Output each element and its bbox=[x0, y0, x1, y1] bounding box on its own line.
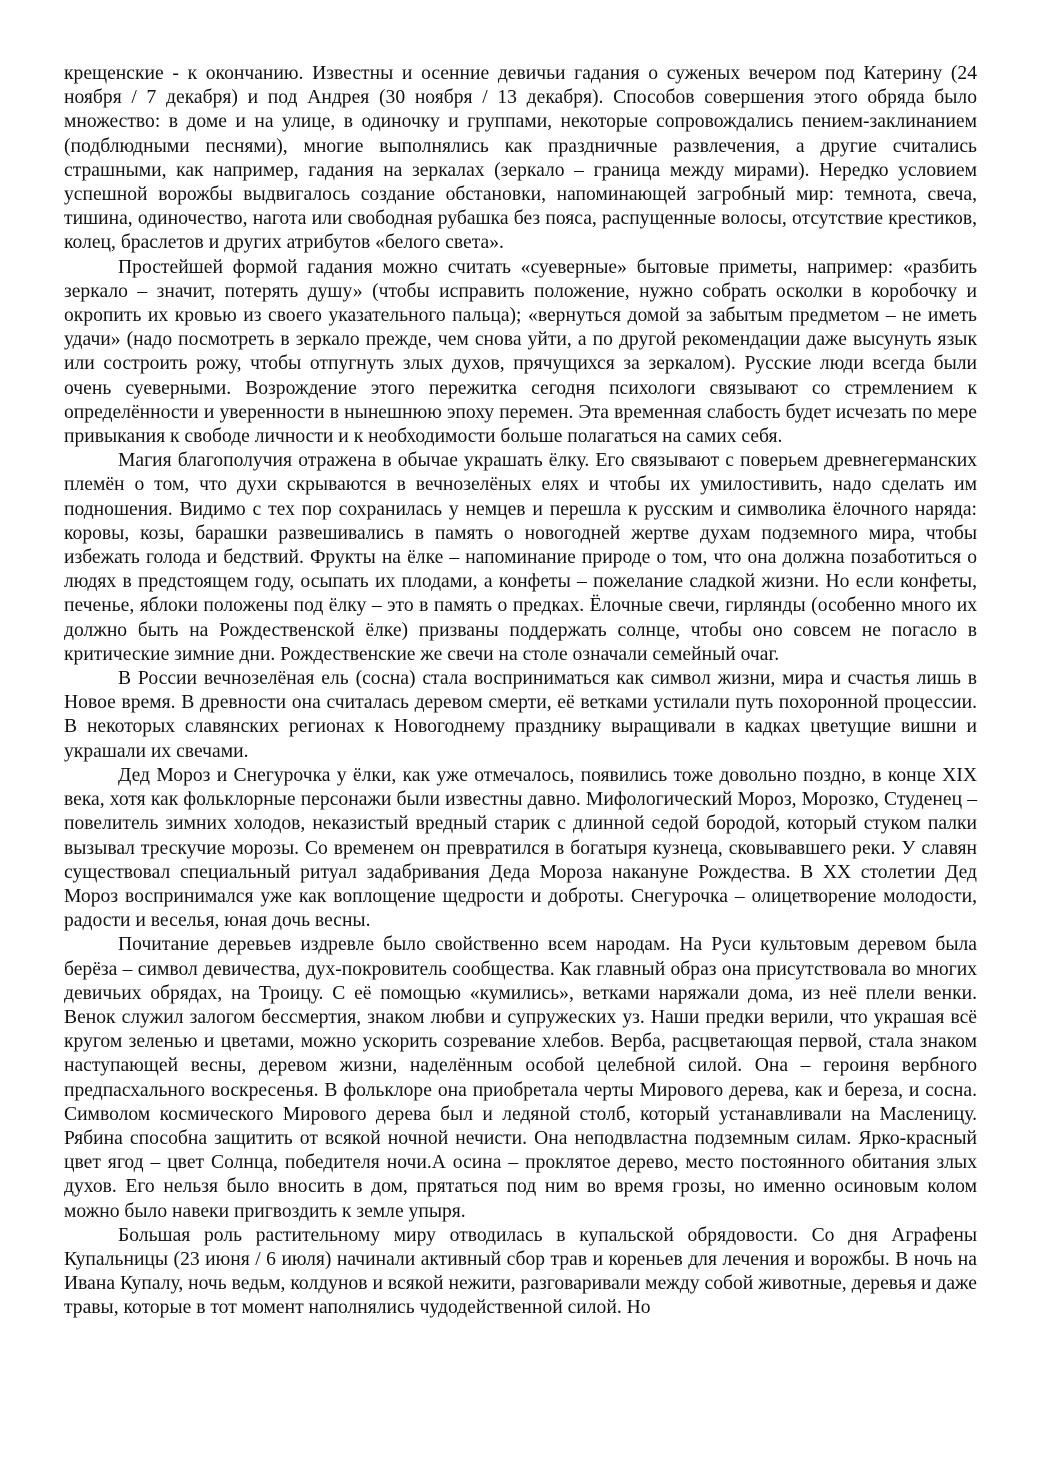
paragraph-1: крещенские - к окончанию. Известны и осенние девичьи гадания о суженых вечером под Катерину (24 ноября / 7 декабря) и под Андрея (30 ноября / 13 декабря). Способов совершения этого обряда было множество: в доме и на улице, в одиночку и группами, некоторые сопровождались пением-заклинанием (подблюдными песнями), многие выполнялись как праздничные развлечения, а другие считались страшными, как например, гадания на зеркалах (зеркало – граница между мирами). Нередко условием успешной ворожбы выдвигалось создание обстановки, напоминающей загробный мир: темнота, свеча, тишина, одиночество, нагота или свободная рубашка без пояса, распущенные волосы, отсутствие крестиков, колец, браслетов и других атрибутов «белого света». bbox=[64, 63, 977, 254]
paragraph-4: В России вечнозелёная ель (сосна) стала восприниматься как символ жизни, мира и счастья лишь в Новое время. В древности она считалась деревом смерти, её ветками устилали путь похоронной процессии. В некоторых славянских регионах к Новогоднему празднику выращивали в кадках цветущие вишни и украшали их свечами. bbox=[64, 668, 977, 762]
paragraph-7: Большая роль растительному миру отводилась в купальской обрядовости. Со дня Аграфены Купальницы (23 июня / 6 июля) начинали активный сбор трав и кореньев для лечения и ворожбы. В ночь на Ивана Купалу, ночь ведьм, колдунов и всякой нежити, разговаривали между собой животные, деревья и даже травы, которые в тот момент наполнялись чудодейственной силой. Но bbox=[64, 1224, 977, 1319]
paragraph-6: Почитание деревьев издревле было свойственно всем народам. На Руси культовым деревом была берёза – символ девичества, дух-покровитель сообщества. Как главный образ она присутствовала во многих девичьих обрядах, на Троицу. С её помощью «кумились», ветками наряжали дома, из неё плели венки. Венок служил залогом бессмертия, знаком любви и супружеских уз. Наши предки верили, что украшая всё кругом зеленью и цветами, можно ускорить созревание хлебов. Верба, расцветающая первой, стала знаком наступающей весны, деревом жизни, наделённым особой целебной силой. Она – героиня вербного предпасхального воскресенья. В фольклоре она приобретала черты Мирового дерева, как и береза, и сосна. Символом космического Мирового дерева был и ледяной столб, который устанавливали на Масленицу. Рябина способна защитить от всякой ночной нечисти. Она неподвластна подземным силам. Ярко-красный цвет ягод – цвет Солнца, победителя ночи.А осина – проклятое дерево, место постоянного обитания злых духов. Его нельзя было вносить в дом, прятаться под ним во время грозы, но именно осиновым колом можно было навеки пригвоздить к земле упыря. bbox=[64, 934, 977, 1222]
paragraph-3: Магия благополучия отражена в обычае украшать ёлку. Его связывают с поверьем древнегерманских племён о том, что духи скрываются в вечнозелёных елях и чтобы их умилостивить, надо сделать им подношения. Видимо с тех пор сохранилась у немцев и перешла к русским и символика ёлочного наряда: коровы, козы, барашки развешивались в память о новогодней жертве духам подземного мира, чтобы избежать голода и бедствий. Фрукты на ёлке – напоминание природе о том, что она должна позаботиться о людях в предстоящем году, осыпать их плодами, а конфеты – пожелание сладкой жизни. Но если конфеты, печенье, яблоки положены под ёлку – это в память о предках. Ёлочные свечи, гирлянды (особенно много их должно быть на Рождественской ёлке) призваны поддержать солнце, чтобы оно совсем не погасло в критические зимние дни. Рождественские же свечи на столе означали семейный очаг. bbox=[64, 450, 977, 665]
paragraph-5: Дед Мороз и Снегурочка у ёлки, как уже отмечалось, появились тоже довольно поздно, в конце XIX века, хотя как фольклорные персонажи были известны давно. Мифологический Мороз, Морозко, Студенец – повелитель зимних холодов, неказистый вредный старик с длинной седой бородой, который стуком палки вызывал трескучие морозы. Со временем он превратился в богатыря кузнеца, сковывавшего реки. У славян существовал специальный ритуал задабривания Деда Мороза накануне Рождества. В XX столетии Дед Мороз воспринимался уже как воплощение щедрости и доброты. Снегурочка – олицетворение молодости, радости и веселья, юная дочь весны. bbox=[64, 764, 977, 932]
paragraph-2: Простейшей формой гадания можно считать «суеверные» бытовые приметы, например: «разбить зеркало – значит, потерять душу» (чтобы исправить положение, нужно собрать осколки в коробочку и окропить их кровью из своего указательного пальца); «вернуться домой за забытым предметом – не иметь удачи» (надо посмотреть в зеркало прежде, чем снова уйти, а по другой рекомендации даже высунуть язык или состроить рожу, чтобы отпугнуть злых духов, прячущихся за зеркалом). Русские люди всегда были очень суеверными. Возрождение этого пережитка сегодня психологи связывают со стремлением к определённости и уверенности в нынешнюю эпоху перемен. Эта временная слабость будет исчезать по мере привыкания к свободе личности и к необходимости больше полагаться на самих себя. bbox=[64, 256, 977, 448]
